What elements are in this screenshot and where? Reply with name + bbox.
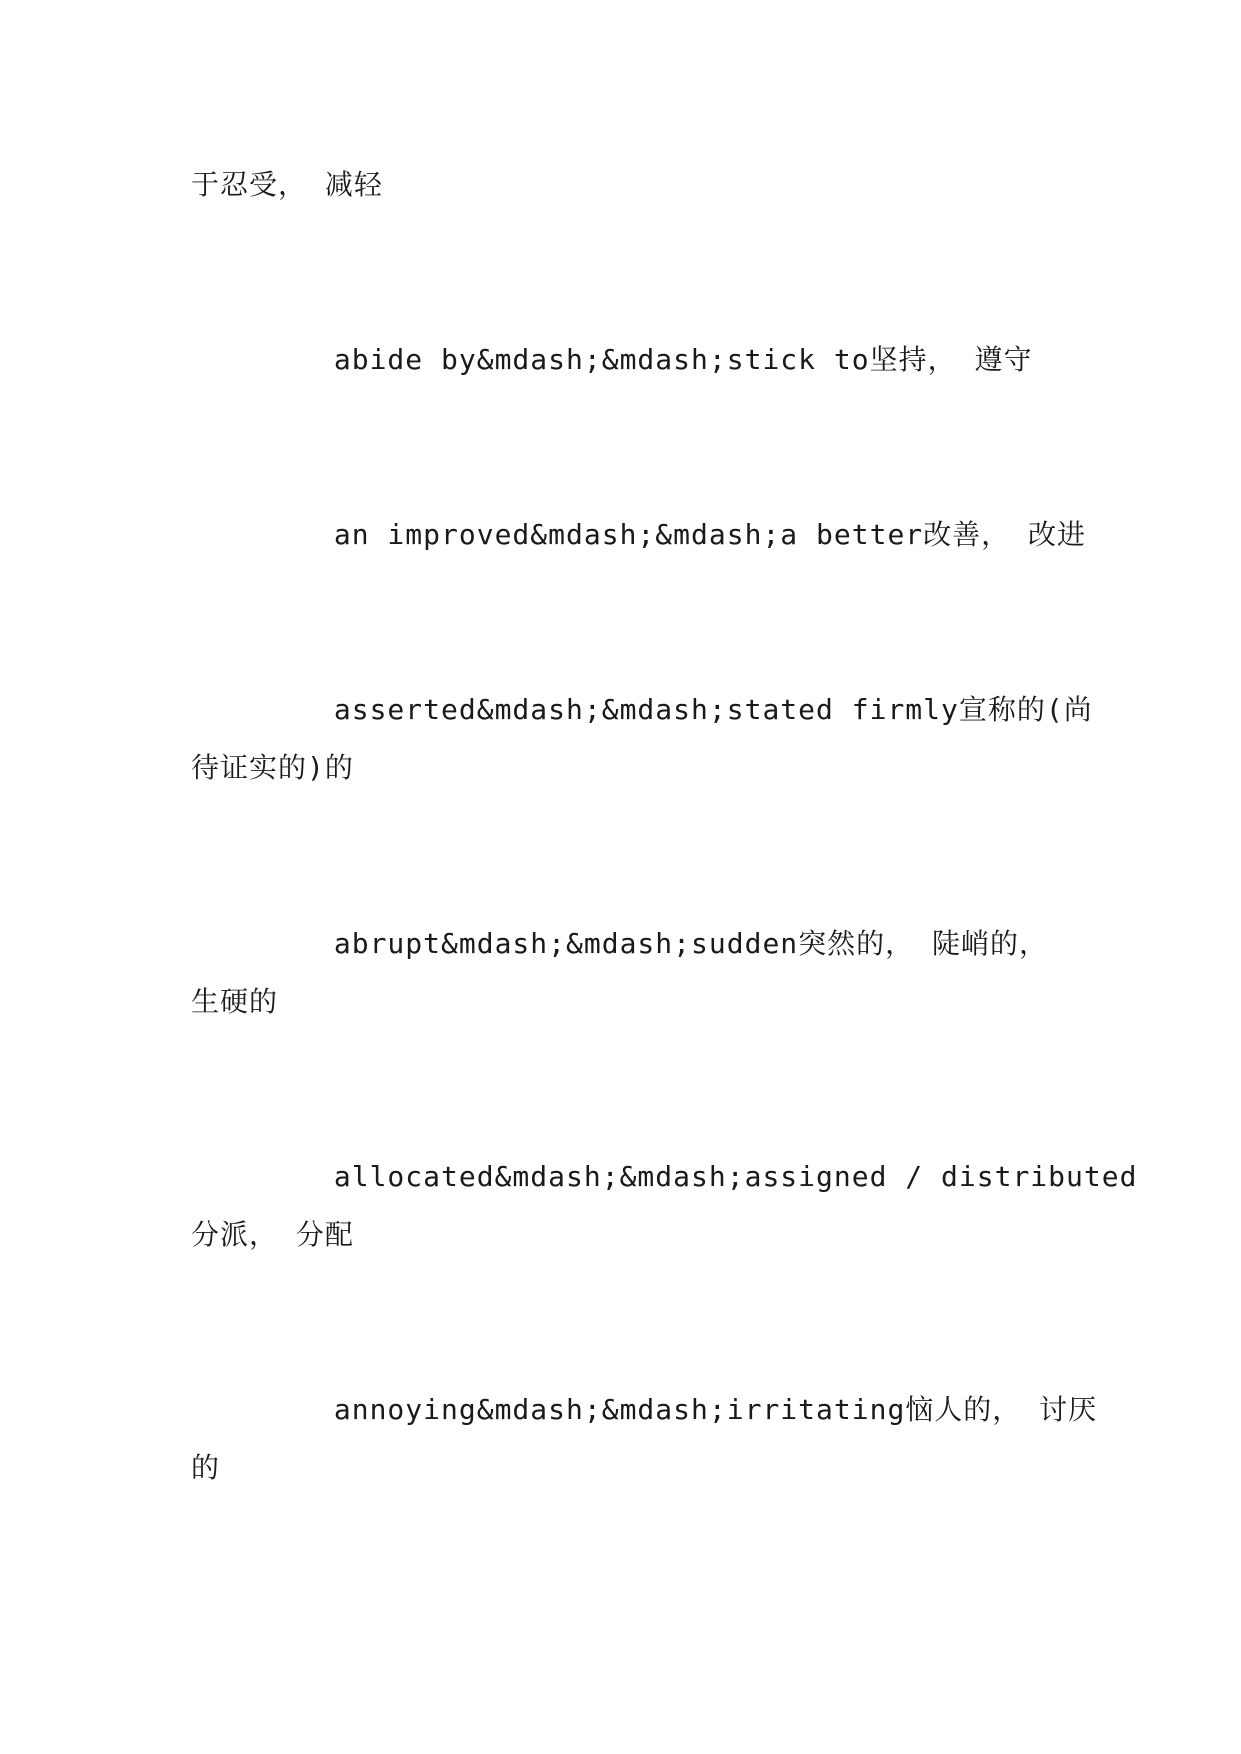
text-line-3: an improved&mdash;&mdash;a better改善， 改进 xyxy=(191,518,1087,551)
text-line-5: 待证实的)的 xyxy=(191,751,354,784)
text-line-1: 于忍受， 减轻 xyxy=(191,168,383,201)
text-line-6: abrupt&mdash;&mdash;sudden突然的， 陡峭的， xyxy=(191,927,1049,960)
text-line-11: 的 xyxy=(191,1451,221,1484)
text-line-7: 生硬的 xyxy=(191,985,279,1018)
text-line-10: annoying&mdash;&mdash;irritating恼人的， 讨厌 xyxy=(191,1393,1098,1426)
text-line-2: abide by&mdash;&mdash;stick to坚持， 遵守 xyxy=(191,343,1033,376)
text-line-4: asserted&mdash;&mdash;stated firmly宣称的(尚 xyxy=(191,693,1093,726)
text-line-9: 分派， 分配 xyxy=(191,1218,354,1251)
text-line-8: allocated&mdash;&mdash;assigned / distributed xyxy=(191,1160,1138,1193)
